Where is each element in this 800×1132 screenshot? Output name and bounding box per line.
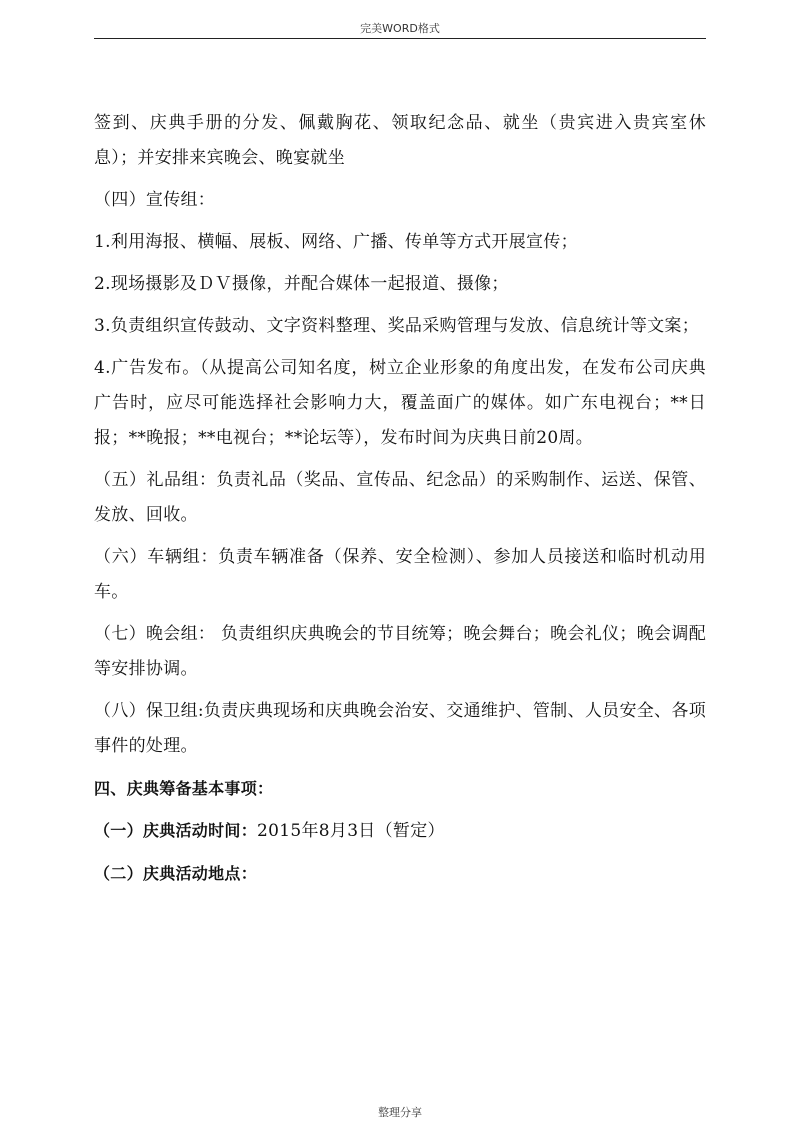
heading-publicity-group: （四）宣传组： [94, 190, 216, 210]
list-item-publicity-1: 1.利用海报、横幅、展板、网络、广播、传单等方式开展宣传； [94, 232, 578, 252]
list-item-publicity-4: 4.广告发布。（从提高公司知名度，树立企业形象的角度出发，在发布公司庆典广告时，应尽可能选择社会影响力大，覆盖面广的媒体。如广东电视台；**日报；**晚报；**电视台；**论坛等），发布时间为庆典日前20周。 [94, 358, 706, 448]
header-divider [94, 38, 706, 39]
item-event-location: （二）庆典活动地点： [94, 864, 258, 883]
item-event-time [94, 813, 706, 849]
item-event-time-value: 2015年8月3日（暂定） [257, 821, 445, 841]
paragraph-signin: 签到、庆典手册的分发、佩戴胸花、领取纪念品、就坐（贵宾进入贵宾室休息）；并安排来宾晚会、晚宴就坐 [94, 113, 706, 168]
paragraph-gift-group: （五）礼品组：负责礼品（奖品、宣传品、纪念品）的采购制作、运送、保管、发放、回收。 [94, 470, 706, 525]
page-footer: 整理分享 [378, 1106, 422, 1119]
paragraph-gala-group: （七）晚会组： 负责组织庆典晚会的节目统筹；晚会舞台；晚会礼仪；晚会调配等安排协调。 [94, 624, 706, 679]
paragraph-security-group: （八）保卫组:负责庆典现场和庆典晚会治安、交通维护、管制、人员安全、各项事件的处理。 [94, 701, 706, 756]
list-item-publicity-3: 3.负责组织宣传鼓动、文字资料整理、奖品采购管理与发放、信息统计等文案； [94, 316, 700, 336]
document-body [94, 106, 706, 898]
paragraph-vehicle-group: （六）车辆组：负责车辆准备（保养、安全检测）、参加人员接送和临时机动用车。 [94, 547, 706, 602]
section-heading-preparation: 四、庆典筹备基本事项： [94, 779, 274, 798]
item-event-time-label: （一）庆典活动时间： [94, 821, 258, 840]
list-item-publicity-2: 2.现场摄影及ＤＶ摄像，并配合媒体一起报道、摄像； [94, 274, 509, 294]
page-header: 完美WORD格式 [360, 22, 440, 35]
